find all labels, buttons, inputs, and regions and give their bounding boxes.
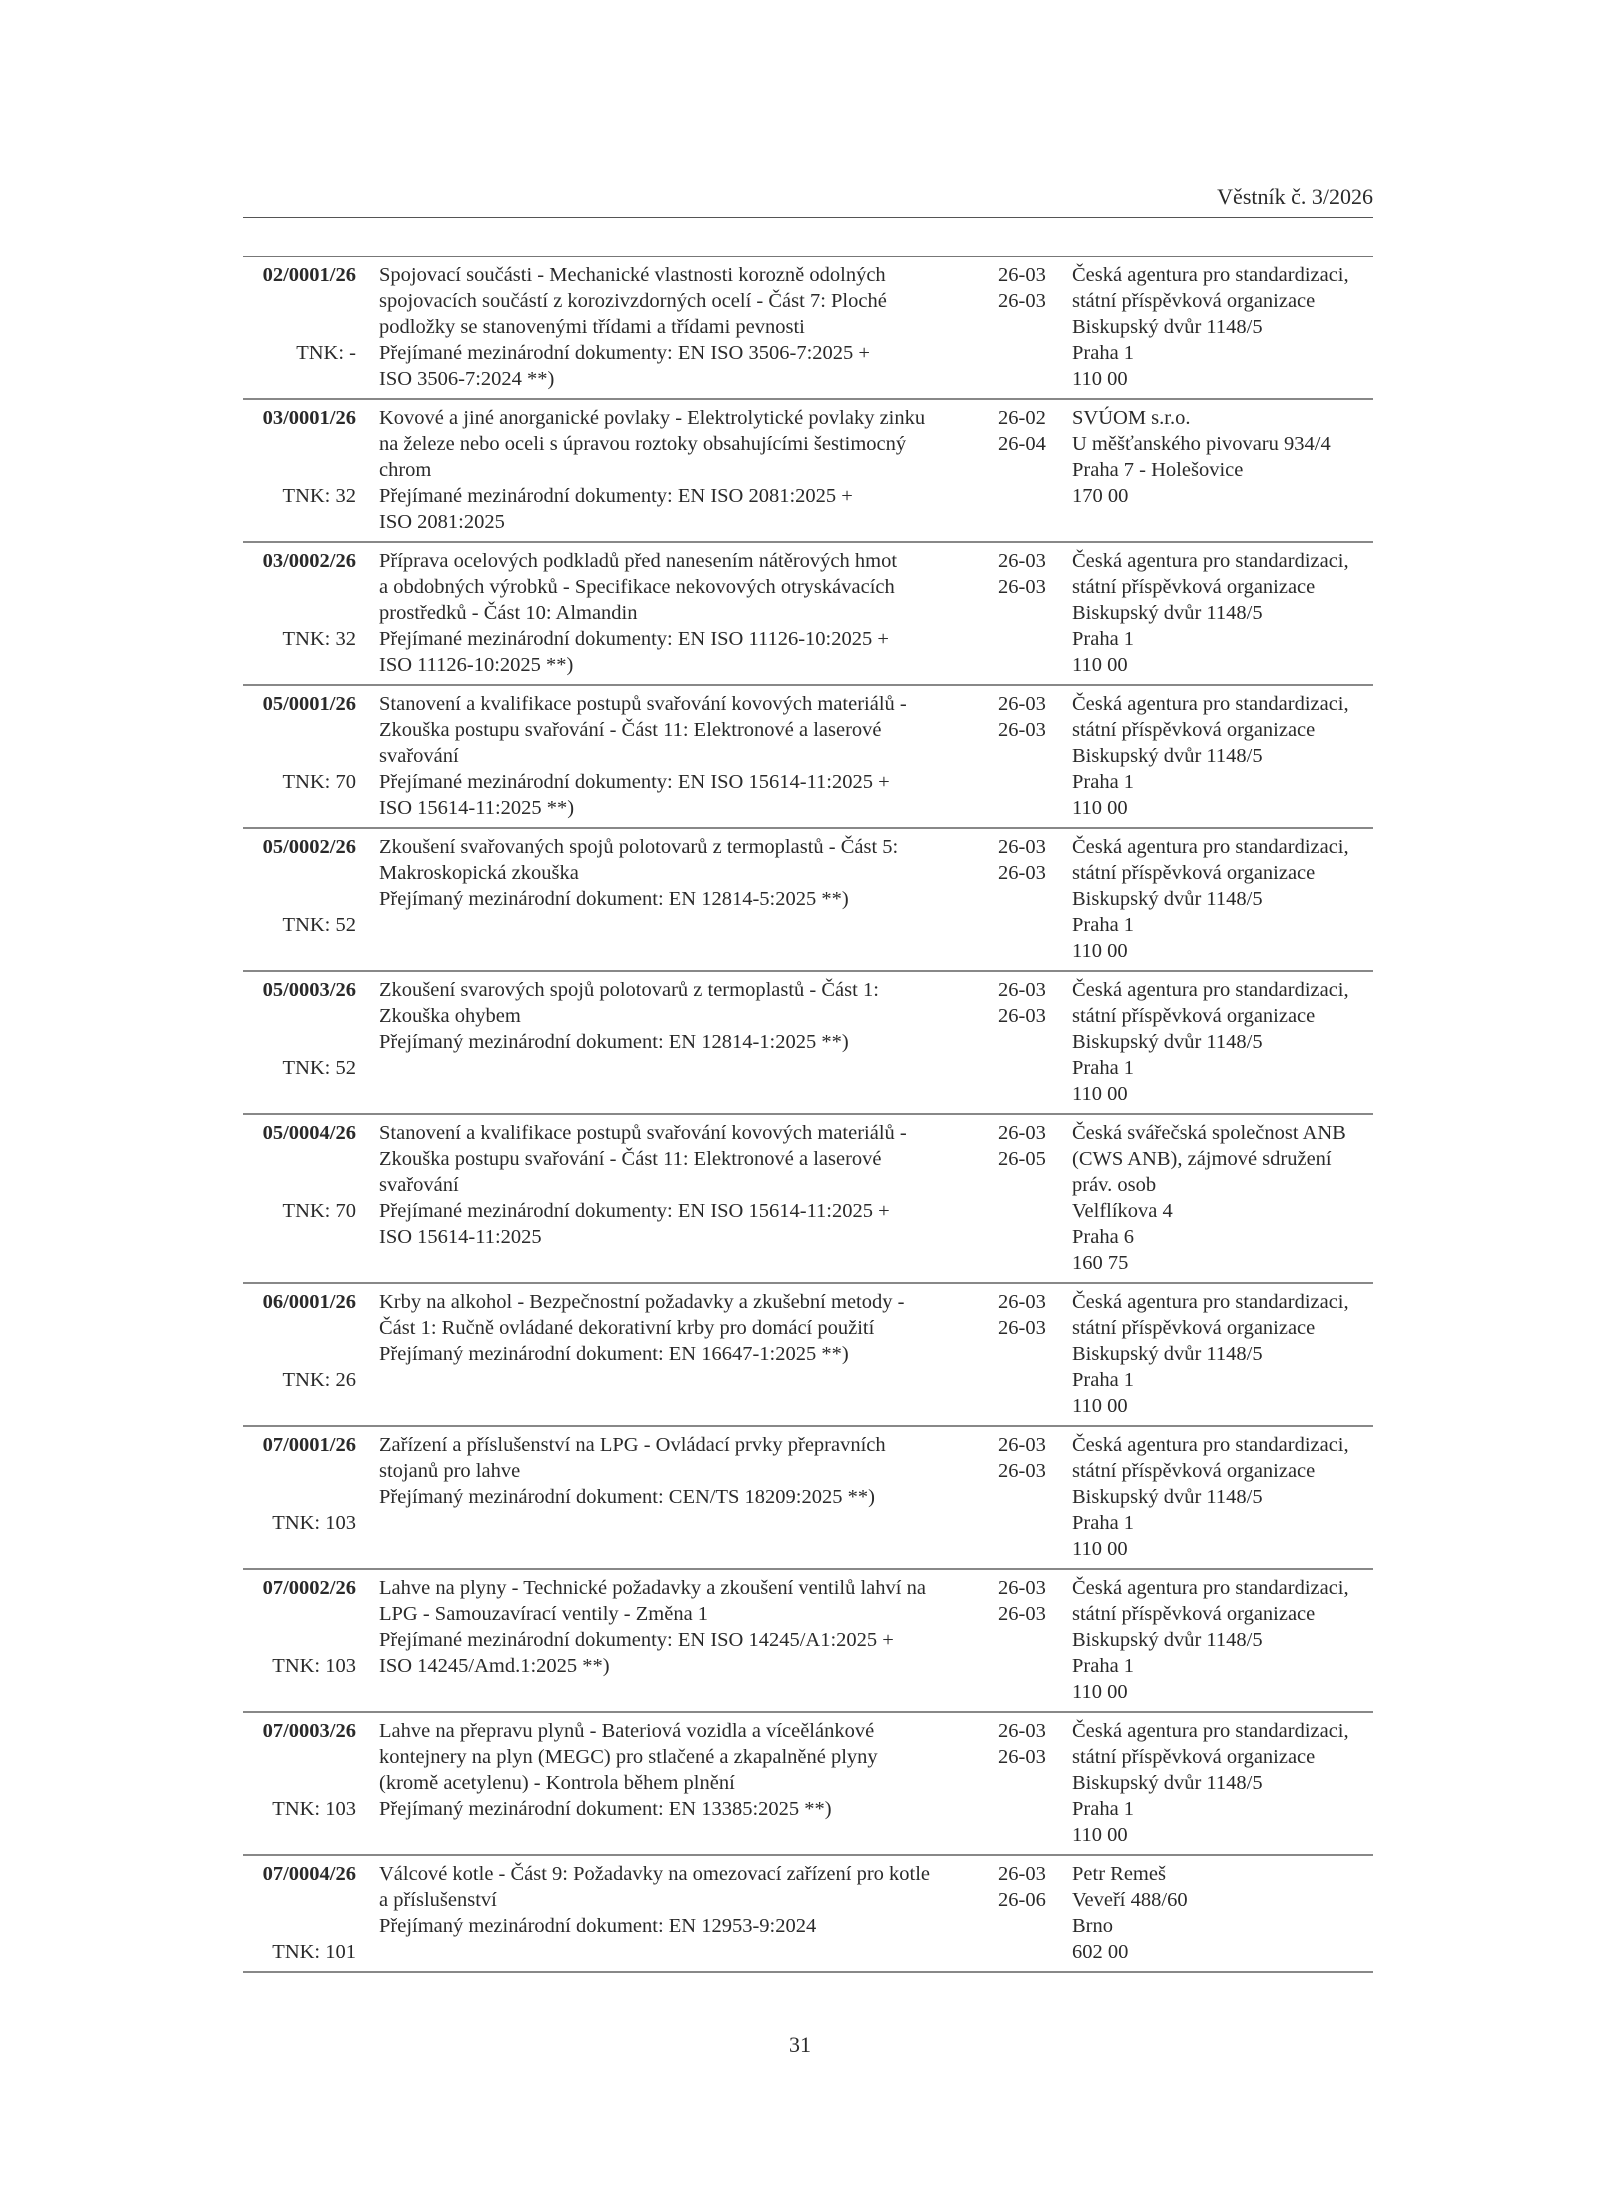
header-rule (243, 217, 1373, 218)
spacer-line (243, 1172, 356, 1198)
description-line: Příprava ocelových podkladů před nanesením nátěrových hmot (379, 550, 898, 572)
standard-id-cell (243, 548, 356, 652)
page-number: 31 (789, 2032, 811, 2057)
description-cell (379, 1432, 886, 1562)
description-line (379, 1536, 829, 1562)
organization-line: Praha 1 (1072, 1512, 1135, 1534)
spacer-line (243, 1601, 356, 1627)
description-line: prostředků - Část 10: Almandin (379, 602, 638, 624)
description-line: Přejímané mezinárodní dokumenty: EN ISO 11126-10:2025 + (379, 628, 889, 650)
organization-line: Praha 6 (1072, 1226, 1135, 1248)
table-row (243, 829, 1373, 972)
date-code: 26-03 (998, 550, 1046, 572)
organization-line: Česká svářečská společnost ANB (1072, 1122, 1346, 1144)
organization-line: 110 00 (1072, 654, 1128, 676)
description-cell (379, 1575, 926, 1705)
dates-cell (998, 691, 1046, 743)
organization-cell (1072, 1718, 1349, 1848)
organization-line: Česká agentura pro standardizaci, (1072, 1577, 1349, 1599)
description-line: Stanovení a kvalifikace postupů svařování kovových materiálů - (379, 693, 907, 715)
organization-line: 110 00 (1072, 1681, 1128, 1703)
description-line: ISO 2081:2025 (379, 511, 505, 533)
spacer-line (243, 1341, 356, 1367)
description-line (379, 1367, 829, 1393)
organization-line: Velflíkova 4 (1072, 1200, 1173, 1222)
organization-line: státní příspěvková organizace (1072, 1317, 1316, 1339)
description-line: ISO 15614-11:2025 **) (379, 797, 575, 819)
date-code: 26-03 (998, 979, 1046, 1001)
description-cell (379, 548, 898, 678)
spacer-line (243, 457, 356, 483)
spacer-line (243, 717, 356, 743)
table-row (243, 257, 1373, 400)
dates-cell (998, 1575, 1046, 1627)
description-line: ISO 11126-10:2025 **) (379, 654, 574, 676)
table-row (243, 972, 1373, 1115)
organization-line: státní příspěvková organizace (1072, 1746, 1316, 1768)
description-line: Makroskopická zkouška (379, 862, 579, 884)
description-line: svařování (379, 745, 459, 767)
table-row (243, 1856, 1373, 1973)
description-line: kontejnery na plyn (MEGC) pro stlačené a zkapalněné plyny (379, 1746, 878, 1768)
date-code: 26-03 (998, 1317, 1046, 1339)
tnk-label: TNK: 103 (272, 1655, 356, 1677)
tnk-label: TNK: 52 (282, 1057, 356, 1079)
organization-line: Praha 7 - Holešovice (1072, 459, 1244, 481)
description-line: Válcové kotle - Část 9: Požadavky na omezovací zařízení pro kotle (379, 1863, 931, 1885)
standard-id-cell (243, 1861, 356, 1965)
standard-id-cell (243, 691, 356, 795)
description-cell (379, 977, 879, 1107)
table-row (243, 1713, 1373, 1856)
description-line: ISO 3506-7:2024 **) (379, 368, 555, 390)
spacer-line (243, 288, 356, 314)
standard-id: 06/0001/26 (262, 1291, 356, 1313)
description-line: chrom (379, 459, 432, 481)
organization-line: 110 00 (1072, 940, 1128, 962)
dates-cell (998, 262, 1046, 314)
organization-cell (1072, 1432, 1349, 1562)
date-code: 26-03 (998, 1005, 1046, 1027)
date-code: 26-03 (998, 1434, 1046, 1456)
description-cell (379, 262, 887, 392)
tnk-label: TNK: 52 (282, 914, 356, 936)
standard-id: 05/0004/26 (262, 1122, 356, 1144)
description-line: LPG - Samouzavírací ventily - Změna 1 (379, 1603, 709, 1625)
standard-id-cell (243, 405, 356, 509)
organization-line: státní příspěvková organizace (1072, 719, 1316, 741)
spacer-line (243, 1770, 356, 1796)
organization-line: Petr Remeš (1072, 1863, 1166, 1885)
organization-line: Česká agentura pro standardizaci, (1072, 693, 1349, 715)
description-line: Zkoušení svarových spojů polotovarů z termoplastů - Část 1: (379, 979, 879, 1001)
organization-line: Biskupský dvůr 1148/5 (1072, 1772, 1263, 1794)
description-line: spojovacích součástí z korozivzdorných ocelí - Část 7: Ploché (379, 290, 887, 312)
standard-id-cell (243, 1718, 356, 1822)
table-row (243, 543, 1373, 686)
description-line: Přejímané mezinárodní dokumenty: EN ISO 14245/A1:2025 + (379, 1629, 894, 1651)
description-line: Přejímaný mezinárodní dokument: EN 16647-1:2025 **) (379, 1343, 849, 1365)
date-code: 26-03 (998, 1720, 1046, 1742)
spacer-line (243, 860, 356, 886)
standard-id: 07/0001/26 (262, 1434, 356, 1456)
organization-line: Česká agentura pro standardizaci, (1072, 1291, 1349, 1313)
organization-line: Česká agentura pro standardizaci, (1072, 836, 1349, 858)
description-line (379, 938, 829, 964)
spacer-line (243, 1146, 356, 1172)
date-code: 26-03 (998, 576, 1046, 598)
organization-cell (1072, 262, 1349, 392)
date-code: 26-03 (998, 1863, 1046, 1885)
dates-cell (998, 834, 1046, 886)
spacer-line (243, 600, 356, 626)
description-cell (379, 405, 926, 535)
tnk-label: TNK: - (296, 342, 356, 364)
spacer-line (243, 1887, 356, 1913)
bulletin-header: Věstník č. 3/2026 (1217, 184, 1373, 209)
description-line: Zkoušení svařovaných spojů polotovarů z termoplastů - Část 5: (379, 836, 899, 858)
dates-cell (998, 548, 1046, 600)
date-code: 26-03 (998, 1603, 1046, 1625)
spacer-line (243, 1627, 356, 1653)
organization-line: Biskupský dvůr 1148/5 (1072, 1031, 1263, 1053)
spacer-line (243, 574, 356, 600)
organization-line: Praha 1 (1072, 771, 1135, 793)
description-line: a příslušenství (379, 1889, 497, 1911)
organization-line: Brno (1072, 1915, 1113, 1937)
dates-cell (998, 405, 1046, 457)
standard-id: 07/0004/26 (262, 1863, 356, 1885)
table-row (243, 1284, 1373, 1427)
description-line (379, 1250, 829, 1276)
standard-id: 02/0001/26 (262, 264, 356, 286)
description-line: Kovové a jiné anorganické povlaky - Elektrolytické povlaky zinku (379, 407, 926, 429)
dates-cell (998, 1289, 1046, 1341)
description-line (379, 1939, 829, 1965)
description-line: Přejímaný mezinárodní dokument: EN 13385:2025 **) (379, 1798, 832, 1820)
organization-line: Biskupský dvůr 1148/5 (1072, 316, 1263, 338)
table-row (243, 686, 1373, 829)
organization-cell (1072, 691, 1349, 821)
standards-table (243, 256, 1373, 1973)
description-line: Přejímaný mezinárodní dokument: EN 12814-5:2025 **) (379, 888, 849, 910)
description-cell (379, 691, 907, 821)
organization-line: Biskupský dvůr 1148/5 (1072, 745, 1263, 767)
description-line: stojanů pro lahve (379, 1460, 521, 1482)
description-line: Část 1: Ručně ovládané dekorativní krby pro domácí použití (379, 1317, 875, 1339)
organization-line: 170 00 (1072, 485, 1129, 507)
description-cell (379, 1861, 931, 1965)
description-line (379, 912, 829, 938)
organization-line: Praha 1 (1072, 342, 1135, 364)
spacer-line (243, 1913, 356, 1939)
spacer-line (243, 314, 356, 340)
description-line: (kromě acetylenu) - Kontrola během plnění (379, 1772, 735, 1794)
spacer-line (243, 743, 356, 769)
description-line: Přejímaný mezinárodní dokument: EN 12814-1:2025 **) (379, 1031, 849, 1053)
organization-line: práv. osob (1072, 1174, 1157, 1196)
date-code: 26-03 (998, 693, 1046, 715)
dates-cell (998, 1718, 1046, 1770)
organization-line: Biskupský dvůr 1148/5 (1072, 602, 1263, 624)
spacer-line (243, 1458, 356, 1484)
date-code: 26-03 (998, 1746, 1046, 1768)
organization-line: Česká agentura pro standardizaci, (1072, 550, 1349, 572)
description-line: Spojovací součásti - Mechanické vlastnosti korozně odolných (379, 264, 886, 286)
date-code: 26-03 (998, 1577, 1046, 1599)
spacer-line (243, 1003, 356, 1029)
description-line: Přejímané mezinárodní dokumenty: EN ISO 3506-7:2025 + (379, 342, 870, 364)
table-row (243, 1115, 1373, 1284)
organization-line: Česká agentura pro standardizaci, (1072, 979, 1349, 1001)
organization-cell (1072, 548, 1349, 678)
organization-cell (1072, 1575, 1349, 1705)
organization-line: státní příspěvková organizace (1072, 1005, 1316, 1027)
description-line: ISO 15614-11:2025 (379, 1226, 542, 1248)
tnk-label: TNK: 32 (282, 628, 356, 650)
dates-cell (998, 1120, 1046, 1172)
organization-line: 110 00 (1072, 797, 1128, 819)
spacer-line (243, 1484, 356, 1510)
date-code: 26-05 (998, 1148, 1046, 1170)
dates-cell (998, 1861, 1046, 1913)
spacer-line (243, 431, 356, 457)
description-cell (379, 1718, 878, 1848)
standard-id-cell (243, 1120, 356, 1224)
description-line (379, 1055, 829, 1081)
date-code: 26-03 (998, 264, 1046, 286)
description-line: ISO 14245/Amd.1:2025 **) (379, 1655, 610, 1677)
description-cell (379, 1120, 907, 1276)
organization-cell (1072, 1289, 1349, 1419)
table-row (243, 1570, 1373, 1713)
description-cell (379, 1289, 905, 1419)
description-line: Zkouška ohybem (379, 1005, 521, 1027)
description-line: Přejímaný mezinárodní dokument: EN 12953-9:2024 (379, 1915, 817, 1937)
organization-line: (CWS ANB), zájmové sdružení (1072, 1148, 1332, 1170)
organization-line: SVÚOM s.r.o. (1072, 407, 1191, 429)
description-cell (379, 834, 899, 964)
organization-cell (1072, 1120, 1346, 1276)
organization-line: státní příspěvková organizace (1072, 862, 1316, 884)
date-code: 26-03 (998, 1122, 1046, 1144)
organization-line: U měšťanského pivovaru 934/4 (1072, 433, 1331, 455)
description-line (379, 1510, 829, 1536)
organization-line: 110 00 (1072, 1824, 1128, 1846)
date-code: 26-04 (998, 433, 1046, 455)
description-line: Stanovení a kvalifikace postupů svařování kovových materiálů - (379, 1122, 907, 1144)
organization-line: Biskupský dvůr 1148/5 (1072, 1486, 1263, 1508)
description-line: Zkouška postupu svařování - Část 11: Elektronové a laserové (379, 719, 882, 741)
spacer-line (243, 1744, 356, 1770)
organization-cell (1072, 405, 1331, 509)
description-line: Zkouška postupu svařování - Část 11: Elektronové a laserové (379, 1148, 882, 1170)
organization-line: Biskupský dvůr 1148/5 (1072, 888, 1263, 910)
spacer-line (243, 1029, 356, 1055)
description-line (379, 1822, 829, 1848)
description-line: Přejímané mezinárodní dokumenty: EN ISO 15614-11:2025 + (379, 1200, 890, 1222)
description-line (379, 1081, 829, 1107)
date-code: 26-02 (998, 407, 1046, 429)
tnk-label: TNK: 32 (282, 485, 356, 507)
organization-line: 110 00 (1072, 1538, 1128, 1560)
tnk-label: TNK: 103 (272, 1798, 356, 1820)
description-line: Lahve na přepravu plynů - Bateriová vozidla a víceělánkové (379, 1720, 875, 1742)
organization-line: Praha 1 (1072, 628, 1135, 650)
standard-id: 05/0001/26 (262, 693, 356, 715)
dates-cell (998, 977, 1046, 1029)
description-line: svařování (379, 1174, 459, 1196)
standard-id: 03/0002/26 (262, 550, 356, 572)
date-code: 26-03 (998, 1460, 1046, 1482)
standard-id: 05/0002/26 (262, 836, 356, 858)
standard-id-cell (243, 262, 356, 366)
organization-line: státní příspěvková organizace (1072, 1460, 1316, 1482)
organization-line: státní příspěvková organizace (1072, 1603, 1316, 1625)
organization-line: státní příspěvková organizace (1072, 576, 1316, 598)
organization-line: Praha 1 (1072, 914, 1135, 936)
table-row (243, 1427, 1373, 1570)
organization-line: Praha 1 (1072, 1057, 1135, 1079)
standard-id: 07/0002/26 (262, 1577, 356, 1599)
date-code: 26-03 (998, 862, 1046, 884)
description-line (379, 1679, 829, 1705)
organization-line: Česká agentura pro standardizaci, (1072, 1434, 1349, 1456)
organization-line: Praha 1 (1072, 1369, 1135, 1391)
date-code: 26-03 (998, 290, 1046, 312)
organization-line: 160 75 (1072, 1252, 1129, 1274)
description-line: Lahve na plyny - Technické požadavky a zkoušení ventilů lahví na (379, 1577, 926, 1599)
organization-line: Biskupský dvůr 1148/5 (1072, 1343, 1263, 1365)
description-line: na železe nebo oceli s úpravou roztoky obsahujícími šestimocný (379, 433, 907, 455)
tnk-label: TNK: 101 (272, 1941, 356, 1963)
spacer-line (243, 1315, 356, 1341)
organization-line: Biskupský dvůr 1148/5 (1072, 1629, 1263, 1651)
description-line (379, 1393, 829, 1419)
organization-line: 110 00 (1072, 368, 1128, 390)
organization-line: 110 00 (1072, 1395, 1128, 1417)
date-code: 26-06 (998, 1889, 1046, 1911)
organization-line: 110 00 (1072, 1083, 1128, 1105)
standard-id: 05/0003/26 (262, 979, 356, 1001)
organization-line: státní příspěvková organizace (1072, 290, 1316, 312)
description-line: podložky se stanovenými třídami a třídami pevnosti (379, 316, 805, 338)
organization-line: Česká agentura pro standardizaci, (1072, 1720, 1349, 1742)
organization-cell (1072, 977, 1349, 1107)
standard-id: 03/0001/26 (262, 407, 356, 429)
tnk-label: TNK: 103 (272, 1512, 356, 1534)
organization-cell (1072, 834, 1349, 964)
organization-line: 602 00 (1072, 1941, 1129, 1963)
spacer-line (243, 886, 356, 912)
description-line: Přejímaný mezinárodní dokument: CEN/TS 18209:2025 **) (379, 1486, 875, 1508)
description-line: a obdobných výrobků - Specifikace nekovových otryskávacích (379, 576, 895, 598)
description-line: Přejímané mezinárodní dokumenty: EN ISO 15614-11:2025 + (379, 771, 890, 793)
standard-id: 07/0003/26 (262, 1720, 356, 1742)
description-line: Přejímané mezinárodní dokumenty: EN ISO 2081:2025 + (379, 485, 853, 507)
tnk-label: TNK: 26 (282, 1369, 356, 1391)
description-line: Krby na alkohol - Bezpečnostní požadavky a zkušební metody - (379, 1291, 905, 1313)
standard-id-cell (243, 1575, 356, 1679)
date-code: 26-03 (998, 836, 1046, 858)
organization-cell (1072, 1861, 1188, 1965)
standard-id-cell (243, 1432, 356, 1536)
organization-line: Česká agentura pro standardizaci, (1072, 264, 1349, 286)
organization-line: Veveří 488/60 (1072, 1889, 1188, 1911)
description-line: Zařízení a příslušenství na LPG - Ovládací prvky přepravních (379, 1434, 886, 1456)
dates-cell (998, 1432, 1046, 1484)
standard-id-cell (243, 834, 356, 938)
date-code: 26-03 (998, 719, 1046, 741)
standard-id-cell (243, 977, 356, 1081)
table-row (243, 400, 1373, 543)
tnk-label: TNK: 70 (282, 771, 356, 793)
tnk-label: TNK: 70 (282, 1200, 356, 1222)
standard-id-cell (243, 1289, 356, 1393)
date-code: 26-03 (998, 1291, 1046, 1313)
organization-line: Praha 1 (1072, 1798, 1135, 1820)
organization-line: Praha 1 (1072, 1655, 1135, 1677)
